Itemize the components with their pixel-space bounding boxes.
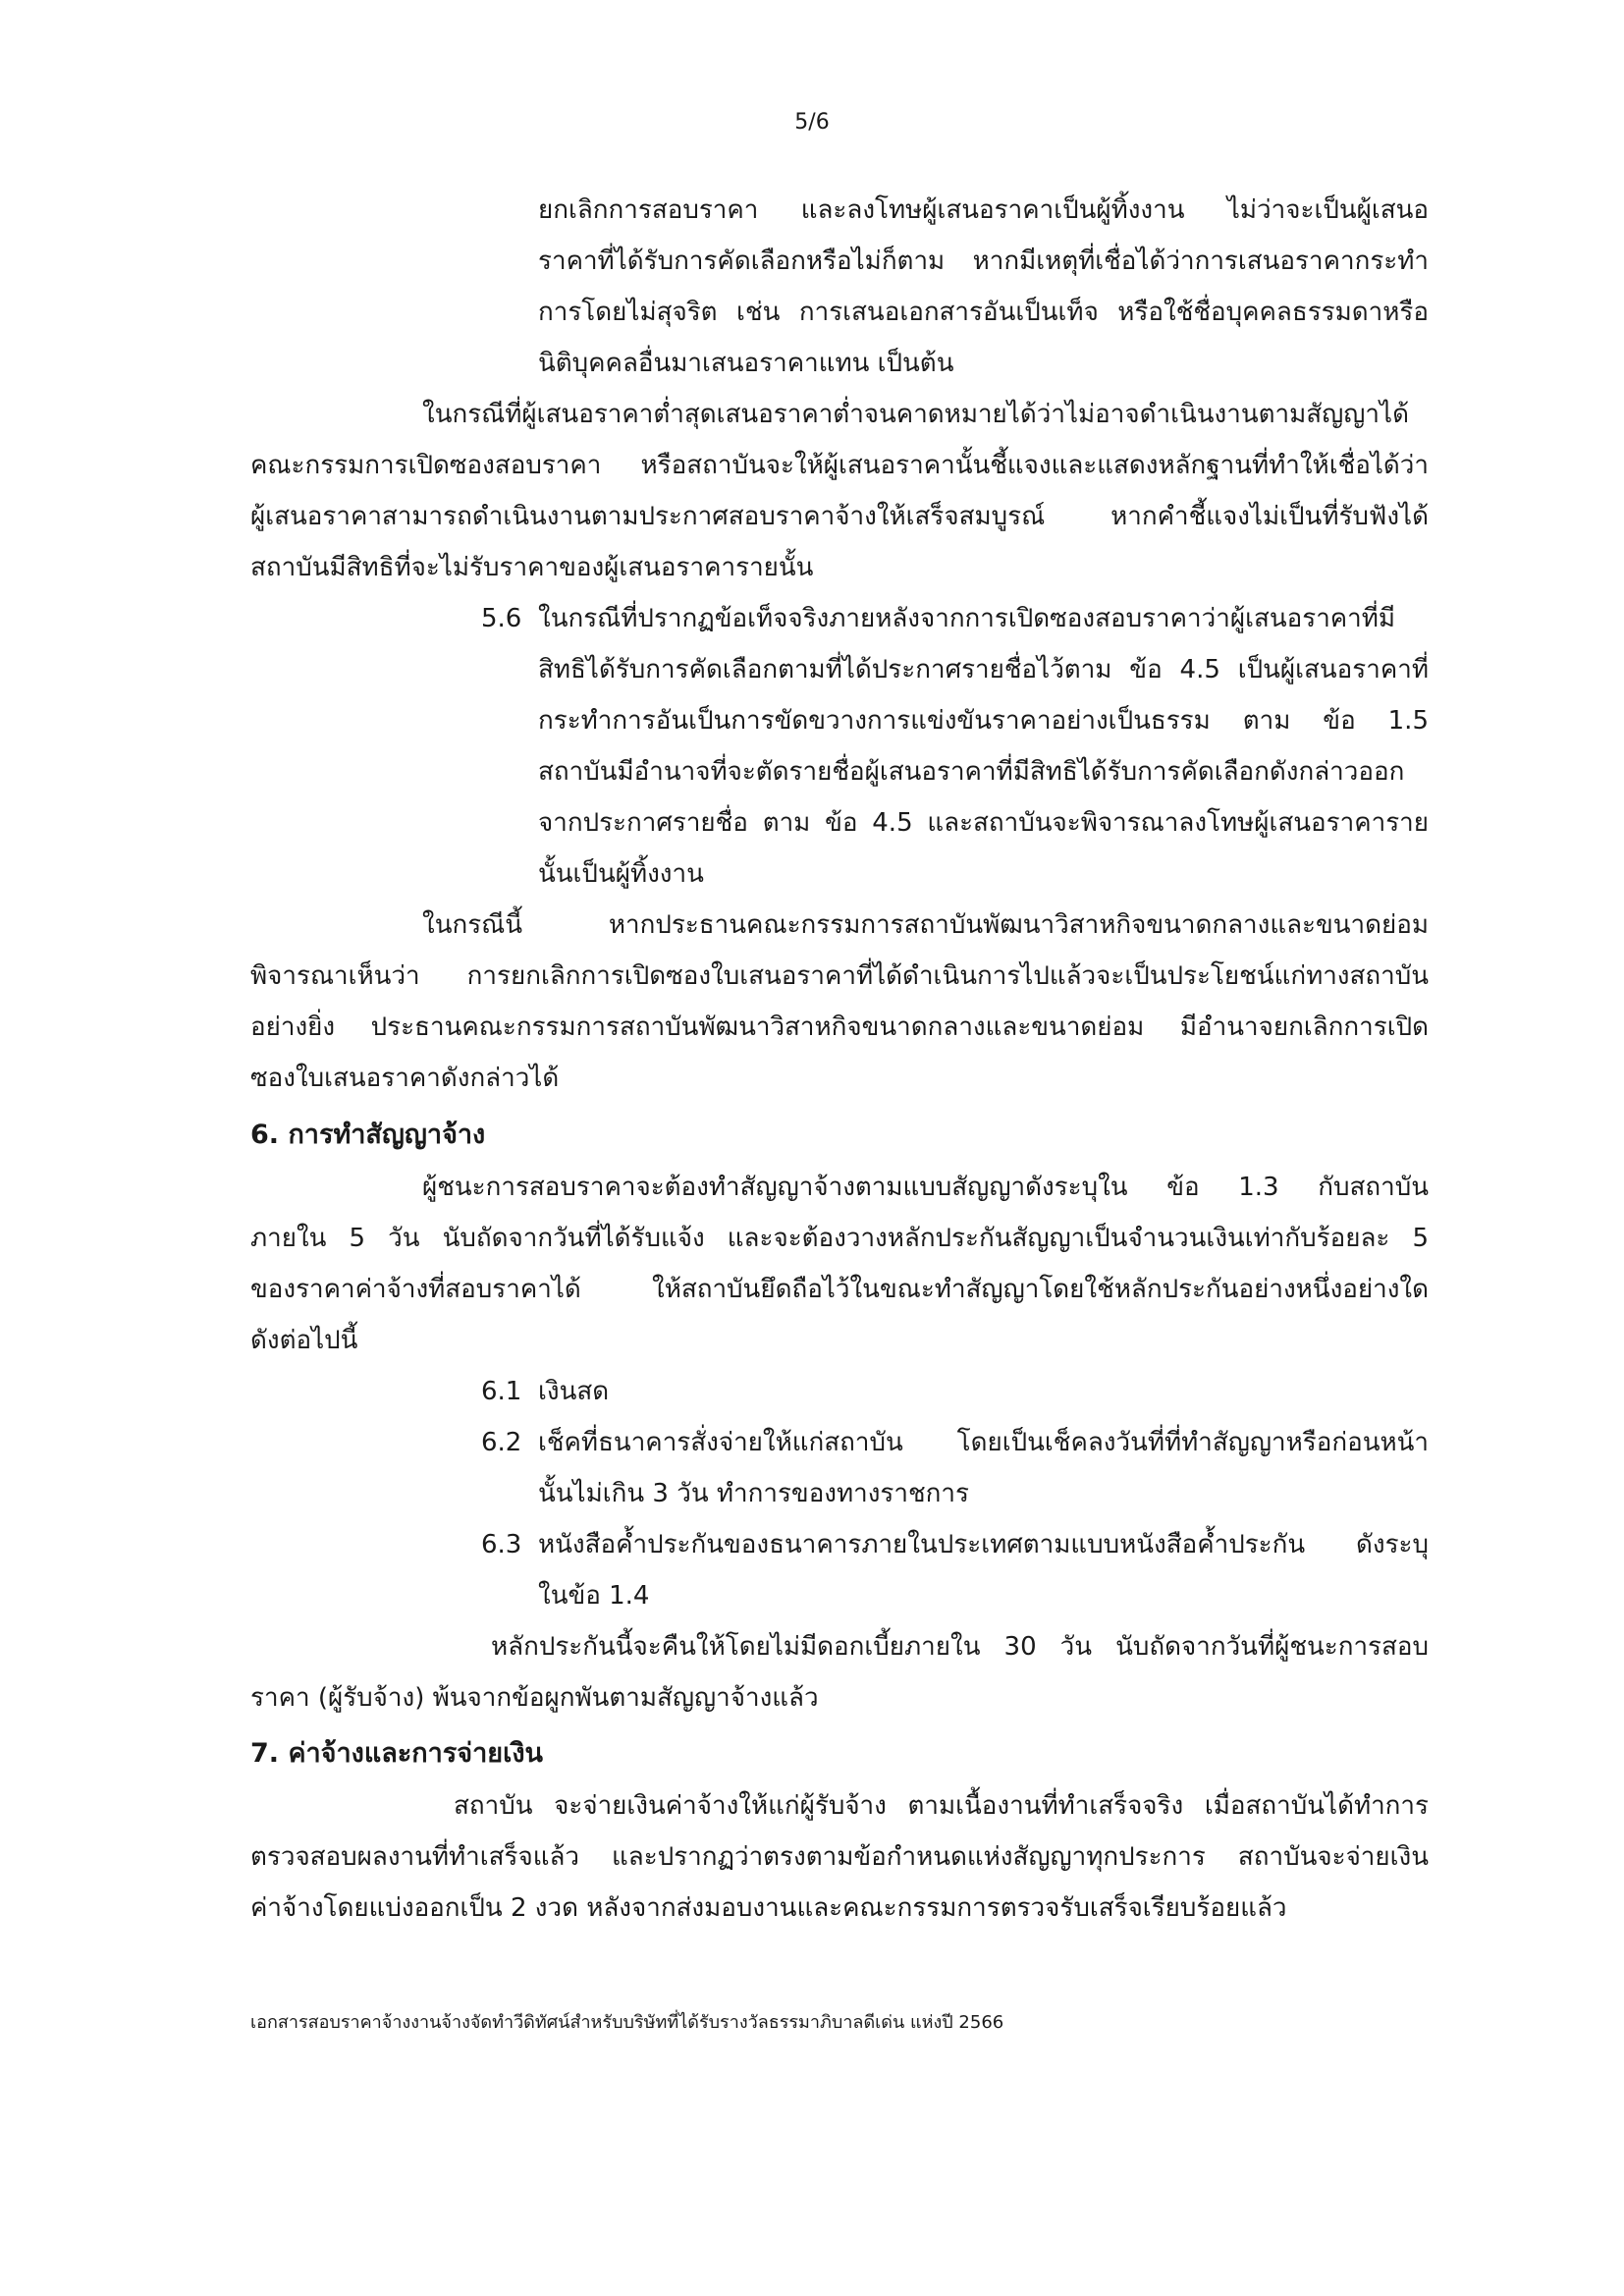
block1-line: การโดยไม่สุจริต เช่น การเสนอเอกสารอันเป็นเท็จ หรือใช้ชื่อบุคคลธรรมดาหรือ: [538, 298, 1429, 327]
item-line: เช็คที่ธนาคารสั่งจ่ายให้แก่สถาบัน โดยเป็นเช็คลงวันที่ที่ทำสัญญาหรือก่อนหน้า: [538, 1428, 1429, 1457]
section6-refund-line: ราคา (ผู้รับจ้าง) พ้นจากข้อผูกพันตามสัญญาจ้างแล้ว: [250, 1683, 819, 1713]
paragraph-line: คณะกรรมการเปิดซองสอบราคา หรือสถาบันจะให้ผู้เสนอราคานั้นชี้แจงและแสดงหลักฐานที่ทำให้เชื่อได้ว่า: [250, 451, 1429, 480]
paragraph-line: ซองใบเสนอราคาดังกล่าวได้: [250, 1064, 560, 1093]
section7-line: ค่าจ้างโดยแบ่งออกเป็น 2 งวด หลังจากส่งมอบงานและคณะกรรมการตรวจรับเสร็จเรียบร้อยแล้ว: [250, 1893, 1287, 1923]
paragraph-line: ในกรณีนี้ หากประธานคณะกรรมการสถาบันพัฒนาวิสาหกิจขนาดกลางและขนาดย่อม: [422, 910, 1429, 940]
item-line: หนังสือค้ำประกันของธนาคารภายในประเทศตามแบบหนังสือค้ำประกัน ดังระบุ: [538, 1530, 1429, 1559]
block1-line: ยกเลิกการสอบราคา และลงโทษผู้เสนอราคาเป็นผู้ทิ้งงาน ไม่ว่าจะเป็นผู้เสนอ: [538, 195, 1429, 225]
page-number: 5/6: [794, 110, 830, 135]
item-line: นั้นไม่เกิน 3 วัน ทำการของทางราชการ: [538, 1479, 969, 1508]
item-line: ในข้อ 1.4: [538, 1581, 650, 1611]
block1-line: นิติบุคคลอื่นมาเสนอราคาแทน เป็นต้น: [538, 349, 954, 378]
item-number: 6.3: [481, 1530, 522, 1559]
section7-line: สถาบัน จะจ่ายเงินค่าจ้างให้แก่ผู้รับจ้าง ตามเนื้องานที่ทำเสร็จจริง เมื่อสถาบันได้ทำการ: [454, 1791, 1429, 1821]
paragraph-line: อย่างยิ่ง ประธานคณะกรรมการสถาบันพัฒนาวิสาหกิจขนาดกลางและขนาดย่อม มีอำนาจยกเลิกการเปิด: [250, 1012, 1429, 1042]
item-number: 6.2: [481, 1428, 522, 1457]
section6-intro-line: ผู้ชนะการสอบราคาจะต้องทำสัญญาจ้างตามแบบสัญญาดังระบุใน ข้อ 1.3 กับสถาบัน: [422, 1173, 1429, 1202]
item-line: จากประกาศรายชื่อ ตาม ข้อ 4.5 และสถาบันจะพิจารณาลงโทษผู้เสนอราคาราย: [538, 808, 1429, 838]
paragraph-line: ผู้เสนอราคาสามารถดำเนินงานตามประกาศสอบราคาจ้างให้เสร็จสมบูรณ์ หากคำชี้แจงไม่เป็นที่รับฟังได้: [250, 502, 1429, 531]
document-footer: เอกสารสอบราคาจ้างงานจ้างจัดทำวีดิทัศน์สำหรับบริษัทที่ได้รับรางวัลธรรมาภิบาลดีเด่น แห่งปี 2566: [250, 2012, 1004, 2033]
section6-intro-line: ดังต่อไปนี้: [250, 1326, 358, 1355]
paragraph-line: พิจารณาเห็นว่า การยกเลิกการเปิดซองใบเสนอราคาที่ได้ดำเนินการไปแล้วจะเป็นประโยชน์แก่ทางสถาบัน: [250, 961, 1429, 991]
block1-line: ราคาที่ได้รับการคัดเลือกหรือไม่ก็ตาม หากมีเหตุที่เชื่อได้ว่าการเสนอราคากระทำ: [538, 246, 1429, 276]
item-line: สถาบันมีอำนาจที่จะตัดรายชื่อผู้เสนอราคาที่มีสิทธิได้รับการคัดเลือกดังกล่าวออก: [538, 757, 1405, 787]
paragraph-line: สถาบันมีสิทธิที่จะไม่รับราคาของผู้เสนอราคารายนั้น: [250, 553, 814, 582]
item-number: 5.6: [481, 604, 522, 633]
item-line: สิทธิได้รับการคัดเลือกตามที่ได้ประกาศรายชื่อไว้ตาม ข้อ 4.5 เป็นผู้เสนอราคาที่: [538, 655, 1429, 684]
section6-intro-line: ภายใน 5 วัน นับถัดจากวันที่ได้รับแจ้ง และจะต้องวางหลักประกันสัญญาเป็นจำนวนเงินเท่ากับร้อยละ 5: [250, 1224, 1429, 1253]
item-number: 6.1: [481, 1377, 522, 1406]
section-heading: 7. ค่าจ้างและการจ่ายเงิน: [250, 1738, 543, 1769]
item-line: กระทำการอันเป็นการขัดขวางการแข่งขันราคาอย่างเป็นธรรม ตาม ข้อ 1.5: [538, 706, 1429, 736]
section7-line: ตรวจสอบผลงานที่ทำเสร็จแล้ว และปรากฏว่าตรงตามข้อกำหนดแห่งสัญญาทุกประการ สถาบันจะจ่ายเงิน: [250, 1842, 1429, 1872]
paragraph-line: ในกรณีที่ผู้เสนอราคาต่ำสุดเสนอราคาต่ำจนคาดหมายได้ว่าไม่อาจดำเนินงานตามสัญญาได้: [422, 400, 1409, 429]
item-line: เงินสด: [538, 1377, 610, 1406]
section6-refund-line: หลักประกันนี้จะคืนให้โดยไม่มีดอกเบี้ยภายใน 30 วัน นับถัดจากวันที่ผู้ชนะการสอบ: [491, 1632, 1429, 1662]
item-line: ในกรณีที่ปรากฏข้อเท็จจริงภายหลังจากการเปิดซองสอบราคาว่าผู้เสนอราคาที่มี: [538, 604, 1396, 633]
section-heading: 6. การทำสัญญาจ้าง: [250, 1120, 486, 1150]
item-line: นั้นเป็นผู้ทิ้งงาน: [538, 859, 704, 889]
section6-intro-line: ของราคาค่าจ้างที่สอบราคาได้ ให้สถาบันยึดถือไว้ในขณะทำสัญญาโดยใช้หลักประกันอย่างหนึ่งอย่างใด: [250, 1275, 1429, 1304]
